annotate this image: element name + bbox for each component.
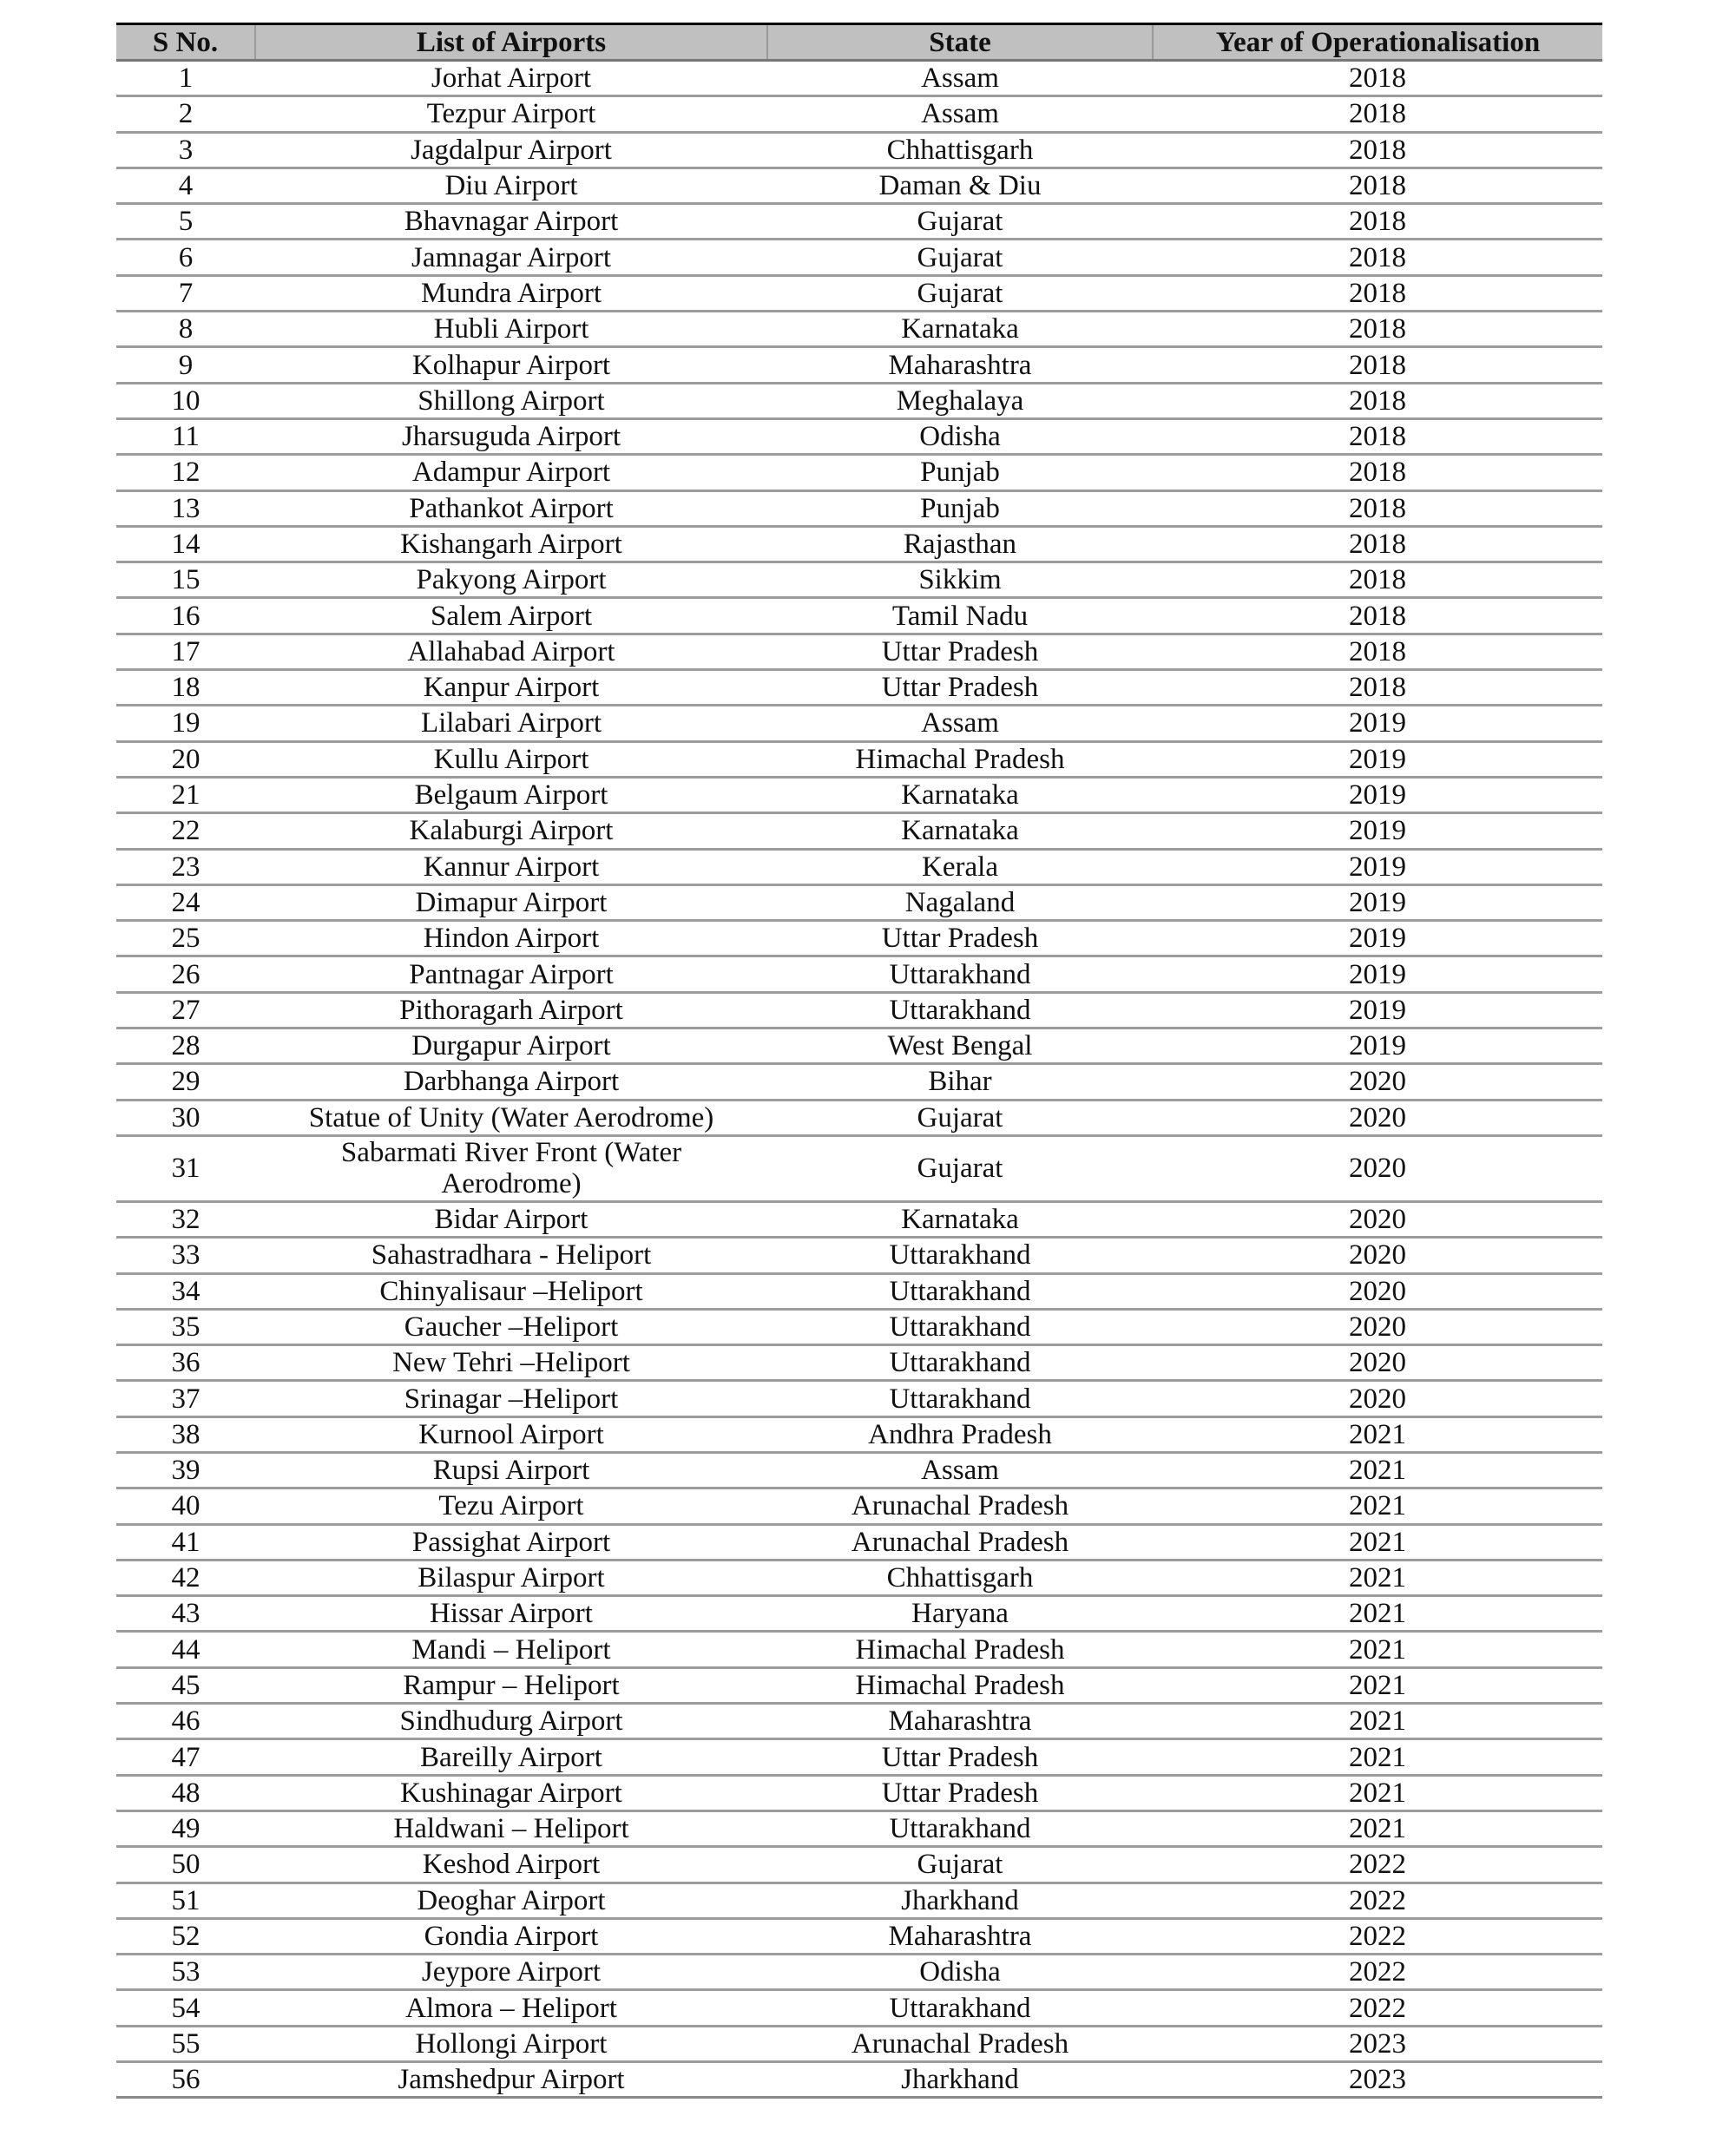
year-cell: 2018 (1153, 347, 1602, 383)
sno-cell: 54 (116, 1990, 255, 2026)
airport-name-cell: Haldwani – Heliport (255, 1810, 767, 1846)
state-cell: Uttar Pradesh (767, 921, 1153, 956)
state-cell: Jharkhand (767, 1883, 1153, 1918)
state-cell: Arunachal Pradesh (767, 1488, 1153, 1524)
table-row (116, 1416, 1602, 1452)
table-row (116, 1810, 1602, 1846)
year-cell: 2021 (1153, 1596, 1602, 1632)
year-cell: 2021 (1153, 1704, 1602, 1739)
sno-cell: 10 (116, 383, 255, 418)
table-row (116, 204, 1602, 240)
table-row (116, 670, 1602, 706)
table-row (116, 1309, 1602, 1344)
state-cell: Gujarat (767, 275, 1153, 311)
year-cell: 2020 (1153, 1064, 1602, 1100)
table-row (116, 132, 1602, 168)
table-row (116, 598, 1602, 634)
sno-cell: 19 (116, 706, 255, 741)
airport-name-cell: Sabarmati River Front (Water Aerodrome) (255, 1135, 767, 1201)
table-row (116, 1452, 1602, 1488)
airport-name-cell: Tezu Airport (255, 1488, 767, 1524)
state-cell: Jharkhand (767, 2062, 1153, 2098)
airport-name-cell: Bilaspur Airport (255, 1560, 767, 1595)
state-cell: Gujarat (767, 1847, 1153, 1883)
header-state: State (767, 24, 1153, 61)
year-cell: 2020 (1153, 1309, 1602, 1344)
sno-cell: 31 (116, 1135, 255, 1201)
year-cell: 2018 (1153, 168, 1602, 203)
table-row (116, 1135, 1602, 1201)
table-row (116, 1100, 1602, 1135)
year-cell: 2020 (1153, 1345, 1602, 1381)
sno-cell: 35 (116, 1309, 255, 1344)
sno-cell: 45 (116, 1667, 255, 1703)
table-row (116, 1028, 1602, 1064)
state-cell: Karnataka (767, 777, 1153, 812)
state-cell: Uttarakhand (767, 1381, 1153, 1416)
sno-cell: 40 (116, 1488, 255, 1524)
airport-name-cell: Kishangarh Airport (255, 526, 767, 562)
sno-cell: 9 (116, 347, 255, 383)
state-cell: Karnataka (767, 813, 1153, 849)
sno-cell: 12 (116, 455, 255, 490)
year-cell: 2018 (1153, 455, 1602, 490)
sno-cell: 36 (116, 1345, 255, 1381)
state-cell: Uttarakhand (767, 992, 1153, 1028)
airport-name-cell: Statue of Unity (Water Aerodrome) (255, 1100, 767, 1135)
year-cell: 2018 (1153, 670, 1602, 706)
sno-cell: 22 (116, 813, 255, 849)
airport-name-cell: Kalaburgi Airport (255, 813, 767, 849)
header-airport-name: List of Airports (255, 24, 767, 61)
sno-cell: 37 (116, 1381, 255, 1416)
state-cell: Arunachal Pradesh (767, 1524, 1153, 1560)
airport-name-cell: Pithoragarh Airport (255, 992, 767, 1028)
year-cell: 2021 (1153, 1416, 1602, 1452)
sno-cell: 24 (116, 884, 255, 920)
table-row (116, 706, 1602, 741)
state-cell: Bihar (767, 1064, 1153, 1100)
table-row (116, 526, 1602, 562)
table-row (116, 921, 1602, 956)
airport-name-cell: Mundra Airport (255, 275, 767, 311)
year-cell: 2019 (1153, 992, 1602, 1028)
table-row (116, 1524, 1602, 1560)
state-cell: Karnataka (767, 1201, 1153, 1237)
airport-name-cell: Kolhapur Airport (255, 347, 767, 383)
sno-cell: 46 (116, 1704, 255, 1739)
state-cell: Uttarakhand (767, 1273, 1153, 1309)
year-cell: 2022 (1153, 1990, 1602, 2026)
year-cell: 2021 (1153, 1632, 1602, 1667)
year-cell: 2019 (1153, 813, 1602, 849)
airport-name-cell: Jharsuguda Airport (255, 418, 767, 454)
year-cell: 2018 (1153, 490, 1602, 526)
table-row (116, 1381, 1602, 1416)
table-row (116, 1847, 1602, 1883)
airports-table (116, 23, 1602, 2099)
state-cell: Odisha (767, 418, 1153, 454)
airport-name-cell: Bhavnagar Airport (255, 204, 767, 240)
sno-cell: 3 (116, 132, 255, 168)
table-row (116, 849, 1602, 884)
table-row (116, 490, 1602, 526)
table-row (116, 275, 1602, 311)
year-cell: 2021 (1153, 1810, 1602, 1846)
year-cell: 2018 (1153, 240, 1602, 275)
sno-cell: 38 (116, 1416, 255, 1452)
sno-cell: 5 (116, 204, 255, 240)
year-cell: 2018 (1153, 204, 1602, 240)
sno-cell: 13 (116, 490, 255, 526)
table-row (116, 1596, 1602, 1632)
airport-name-cell: Hollongi Airport (255, 2026, 767, 2061)
year-cell: 2018 (1153, 418, 1602, 454)
table-row (116, 634, 1602, 669)
table-row (116, 1345, 1602, 1381)
airport-name-cell: Dimapur Airport (255, 884, 767, 920)
sno-cell: 1 (116, 61, 255, 96)
year-cell: 2019 (1153, 777, 1602, 812)
sno-cell: 56 (116, 2062, 255, 2098)
year-cell: 2018 (1153, 61, 1602, 96)
year-cell: 2019 (1153, 956, 1602, 992)
sno-cell: 20 (116, 741, 255, 777)
state-cell: Gujarat (767, 1100, 1153, 1135)
year-cell: 2020 (1153, 1100, 1602, 1135)
sno-cell: 52 (116, 1918, 255, 1954)
table-row (116, 383, 1602, 418)
table-row (116, 1488, 1602, 1524)
table-row (116, 1990, 1602, 2026)
airport-name-cell: Sindhudurg Airport (255, 1704, 767, 1739)
table-row (116, 562, 1602, 598)
header-row (116, 24, 1602, 61)
table-body (116, 61, 1602, 2098)
year-cell: 2018 (1153, 96, 1602, 132)
airport-name-cell: Belgaum Airport (255, 777, 767, 812)
table-row (116, 1201, 1602, 1237)
airport-name-cell: Hissar Airport (255, 1596, 767, 1632)
year-cell: 2018 (1153, 634, 1602, 669)
airport-name-cell: Pantnagar Airport (255, 956, 767, 992)
airport-name-cell: Gaucher –Heliport (255, 1309, 767, 1344)
sno-cell: 23 (116, 849, 255, 884)
airport-name-cell: Rupsi Airport (255, 1452, 767, 1488)
table-row (116, 1775, 1602, 1810)
sno-cell: 14 (116, 526, 255, 562)
state-cell: Chhattisgarh (767, 132, 1153, 168)
state-cell: Gujarat (767, 1135, 1153, 1201)
sno-cell: 8 (116, 312, 255, 347)
airport-name-cell: Salem Airport (255, 598, 767, 634)
year-cell: 2018 (1153, 132, 1602, 168)
sno-cell: 15 (116, 562, 255, 598)
year-cell: 2022 (1153, 1847, 1602, 1883)
airport-name-cell: Keshod Airport (255, 1847, 767, 1883)
year-cell: 2021 (1153, 1452, 1602, 1488)
year-cell: 2021 (1153, 1560, 1602, 1595)
year-cell: 2019 (1153, 849, 1602, 884)
sno-cell: 49 (116, 1810, 255, 1846)
table-row (116, 2062, 1602, 2098)
state-cell: Chhattisgarh (767, 1560, 1153, 1595)
state-cell: Odisha (767, 1955, 1153, 1990)
table-row (116, 1704, 1602, 1739)
state-cell: Kerala (767, 849, 1153, 884)
table-header (116, 24, 1602, 61)
year-cell: 2022 (1153, 1883, 1602, 1918)
table-row (116, 1560, 1602, 1595)
sno-cell: 42 (116, 1560, 255, 1595)
state-cell: Uttar Pradesh (767, 670, 1153, 706)
state-cell: Gujarat (767, 204, 1153, 240)
year-cell: 2020 (1153, 1135, 1602, 1201)
state-cell: Uttarakhand (767, 956, 1153, 992)
sno-cell: 11 (116, 418, 255, 454)
table-row (116, 240, 1602, 275)
sno-cell: 27 (116, 992, 255, 1028)
sno-cell: 41 (116, 1524, 255, 1560)
year-cell: 2022 (1153, 1918, 1602, 1954)
year-cell: 2023 (1153, 2062, 1602, 2098)
state-cell: Rajasthan (767, 526, 1153, 562)
state-cell: Assam (767, 96, 1153, 132)
airport-name-cell: Bidar Airport (255, 1201, 767, 1237)
state-cell: Himachal Pradesh (767, 1632, 1153, 1667)
airport-name-cell: Deoghar Airport (255, 1883, 767, 1918)
table-row (116, 1739, 1602, 1775)
state-cell: Nagaland (767, 884, 1153, 920)
year-cell: 2020 (1153, 1273, 1602, 1309)
sno-cell: 7 (116, 275, 255, 311)
state-cell: Tamil Nadu (767, 598, 1153, 634)
airport-name-cell: Hubli Airport (255, 312, 767, 347)
state-cell: West Bengal (767, 1028, 1153, 1064)
airport-name-cell: Hindon Airport (255, 921, 767, 956)
table-row (116, 1238, 1602, 1273)
sno-cell: 50 (116, 1847, 255, 1883)
table-row (116, 455, 1602, 490)
airport-name-cell: Kullu Airport (255, 741, 767, 777)
year-cell: 2018 (1153, 598, 1602, 634)
airport-name-cell: Rampur – Heliport (255, 1667, 767, 1703)
sno-cell: 39 (116, 1452, 255, 1488)
state-cell: Uttar Pradesh (767, 1775, 1153, 1810)
year-cell: 2019 (1153, 1028, 1602, 1064)
table-row (116, 1632, 1602, 1667)
year-cell: 2021 (1153, 1667, 1602, 1703)
state-cell: Karnataka (767, 312, 1153, 347)
state-cell: Andhra Pradesh (767, 1416, 1153, 1452)
year-cell: 2020 (1153, 1201, 1602, 1237)
sno-cell: 43 (116, 1596, 255, 1632)
year-cell: 2020 (1153, 1238, 1602, 1273)
year-cell: 2021 (1153, 1775, 1602, 1810)
state-cell: Maharashtra (767, 1918, 1153, 1954)
state-cell: Haryana (767, 1596, 1153, 1632)
state-cell: Assam (767, 61, 1153, 96)
sno-cell: 29 (116, 1064, 255, 1100)
table-row (116, 1955, 1602, 1990)
airport-name-cell: Durgapur Airport (255, 1028, 767, 1064)
state-cell: Uttarakhand (767, 1345, 1153, 1381)
state-cell: Daman & Diu (767, 168, 1153, 203)
state-cell: Uttarakhand (767, 1810, 1153, 1846)
airport-name-cell: Adampur Airport (255, 455, 767, 490)
airport-name-cell: Passighat Airport (255, 1524, 767, 1560)
table-row (116, 96, 1602, 132)
year-cell: 2019 (1153, 706, 1602, 741)
airport-name-cell: Kannur Airport (255, 849, 767, 884)
table-row (116, 168, 1602, 203)
year-cell: 2018 (1153, 312, 1602, 347)
table-row (116, 884, 1602, 920)
state-cell: Uttar Pradesh (767, 1739, 1153, 1775)
airport-name-cell: Pathankot Airport (255, 490, 767, 526)
sno-cell: 6 (116, 240, 255, 275)
airport-name-cell: Jamnagar Airport (255, 240, 767, 275)
airport-name-cell: Pakyong Airport (255, 562, 767, 598)
year-cell: 2019 (1153, 921, 1602, 956)
state-cell: Meghalaya (767, 383, 1153, 418)
airport-name-cell: Jamshedpur Airport (255, 2062, 767, 2098)
sno-cell: 2 (116, 96, 255, 132)
state-cell: Uttarakhand (767, 1309, 1153, 1344)
year-cell: 2018 (1153, 383, 1602, 418)
state-cell: Punjab (767, 455, 1153, 490)
sno-cell: 44 (116, 1632, 255, 1667)
state-cell: Himachal Pradesh (767, 1667, 1153, 1703)
table-row (116, 1667, 1602, 1703)
airport-name-cell: New Tehri –Heliport (255, 1345, 767, 1381)
table-row (116, 992, 1602, 1028)
state-cell: Punjab (767, 490, 1153, 526)
sno-cell: 48 (116, 1775, 255, 1810)
sno-cell: 28 (116, 1028, 255, 1064)
sno-cell: 30 (116, 1100, 255, 1135)
sno-cell: 25 (116, 921, 255, 956)
year-cell: 2021 (1153, 1739, 1602, 1775)
airport-name-cell: Kanpur Airport (255, 670, 767, 706)
state-cell: Sikkim (767, 562, 1153, 598)
table-row (116, 2026, 1602, 2061)
airport-name-cell: Jagdalpur Airport (255, 132, 767, 168)
airport-name-cell: Jorhat Airport (255, 61, 767, 96)
airport-name-cell: Sahastradhara - Heliport (255, 1238, 767, 1273)
state-cell: Himachal Pradesh (767, 741, 1153, 777)
table-row (116, 1883, 1602, 1918)
state-cell: Uttarakhand (767, 1238, 1153, 1273)
table-row (116, 1064, 1602, 1100)
sno-cell: 4 (116, 168, 255, 203)
airport-name-cell: Darbhanga Airport (255, 1064, 767, 1100)
table-row (116, 1918, 1602, 1954)
sno-cell: 16 (116, 598, 255, 634)
state-cell: Uttar Pradesh (767, 634, 1153, 669)
table-row (116, 1273, 1602, 1309)
airport-name-cell: Gondia Airport (255, 1918, 767, 1954)
state-cell: Uttarakhand (767, 1990, 1153, 2026)
sno-cell: 18 (116, 670, 255, 706)
header-sno: S No. (116, 24, 255, 61)
year-cell: 2021 (1153, 1488, 1602, 1524)
year-cell: 2023 (1153, 2026, 1602, 2061)
airport-name-cell: Bareilly Airport (255, 1739, 767, 1775)
year-cell: 2019 (1153, 741, 1602, 777)
year-cell: 2018 (1153, 526, 1602, 562)
year-cell: 2019 (1153, 884, 1602, 920)
airport-name-cell: Lilabari Airport (255, 706, 767, 741)
airport-name-cell: Allahabad Airport (255, 634, 767, 669)
airport-name-cell: Jeypore Airport (255, 1955, 767, 1990)
table-row (116, 777, 1602, 812)
airport-name-cell: Chinyalisaur –Heliport (255, 1273, 767, 1309)
sno-cell: 51 (116, 1883, 255, 1918)
sno-cell: 32 (116, 1201, 255, 1237)
year-cell: 2021 (1153, 1524, 1602, 1560)
airport-name-cell: Shillong Airport (255, 383, 767, 418)
sno-cell: 55 (116, 2026, 255, 2061)
airport-name-cell: Mandi – Heliport (255, 1632, 767, 1667)
table-row (116, 813, 1602, 849)
airport-name-cell: Srinagar –Heliport (255, 1381, 767, 1416)
table-row (116, 347, 1602, 383)
table-row (116, 956, 1602, 992)
airport-name-cell: Diu Airport (255, 168, 767, 203)
sno-cell: 26 (116, 956, 255, 992)
year-cell: 2018 (1153, 275, 1602, 311)
state-cell: Maharashtra (767, 1704, 1153, 1739)
table-row (116, 61, 1602, 96)
airport-name-cell: Tezpur Airport (255, 96, 767, 132)
state-cell: Assam (767, 706, 1153, 741)
airport-name-cell: Kurnool Airport (255, 1416, 767, 1452)
sno-cell: 34 (116, 1273, 255, 1309)
state-cell: Maharashtra (767, 347, 1153, 383)
year-cell: 2022 (1153, 1955, 1602, 1990)
state-cell: Gujarat (767, 240, 1153, 275)
year-cell: 2018 (1153, 562, 1602, 598)
table-row (116, 741, 1602, 777)
table-row (116, 418, 1602, 454)
airport-name-cell: Kushinagar Airport (255, 1775, 767, 1810)
state-cell: Arunachal Pradesh (767, 2026, 1153, 2061)
sno-cell: 17 (116, 634, 255, 669)
year-cell: 2020 (1153, 1381, 1602, 1416)
table-row (116, 312, 1602, 347)
sno-cell: 33 (116, 1238, 255, 1273)
sno-cell: 53 (116, 1955, 255, 1990)
sno-cell: 47 (116, 1739, 255, 1775)
airport-name-cell: Almora – Heliport (255, 1990, 767, 2026)
header-year: Year of Operationalisation (1153, 24, 1602, 61)
sno-cell: 21 (116, 777, 255, 812)
state-cell: Assam (767, 1452, 1153, 1488)
